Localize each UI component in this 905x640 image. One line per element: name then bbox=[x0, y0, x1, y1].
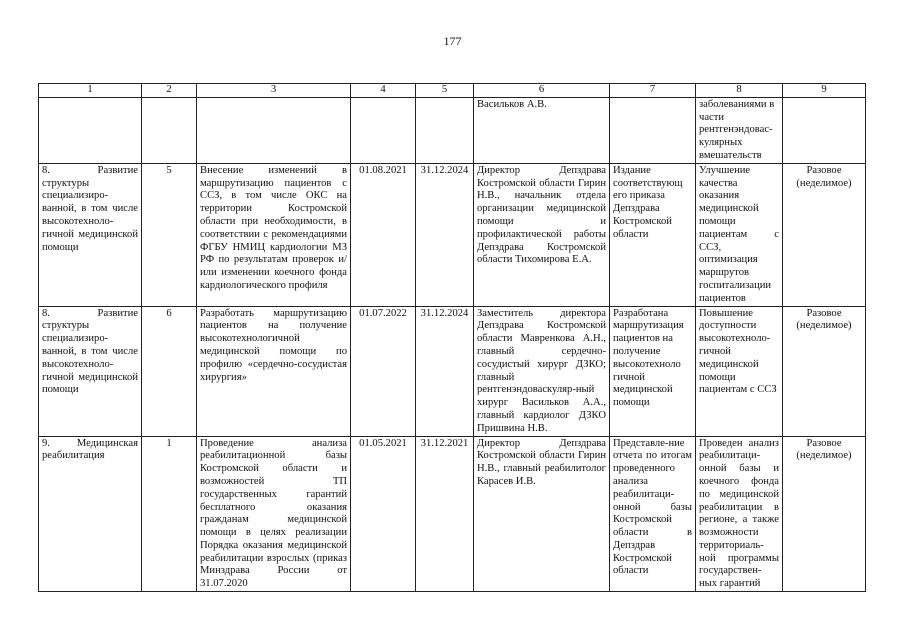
measure-cell: Проведение анализа реабилитационной базы Костромской области и возможностей ТП государственных гарантий бесплатного оказания гражданам медицинской помощи в целях реализации Порядка оказания медицинской реабилитации взрослых (приказ Минздрава России от 31.07.2020 bbox=[197, 436, 351, 592]
start-date-cell: 01.05.2021 bbox=[351, 436, 416, 592]
table-row bbox=[39, 97, 866, 163]
responsible-cell: Васильков А.В. bbox=[474, 97, 610, 163]
responsible-cell: Заместитель директора Депздрава Костромской области Мавренкова А.Н., главный сердечно-сосудистый хирург ДЗКО; главный рентгенэндоваскуляр-ный хирург Васильков А.А., главный кардиолог ДЗКО Пришвина Н.В. bbox=[474, 306, 610, 436]
column-number-row bbox=[39, 84, 866, 98]
start-date-cell: 01.07.2022 bbox=[351, 306, 416, 436]
end-date-cell: 31.12.2021 bbox=[416, 436, 474, 592]
table-row bbox=[39, 163, 866, 306]
end-date-cell: 31.12.2024 bbox=[416, 163, 474, 306]
column-number: 9 bbox=[783, 84, 866, 98]
type-cell bbox=[783, 97, 866, 163]
page-number: 177 bbox=[443, 34, 462, 48]
direction-cell: 9. Медицинская реабилитация bbox=[39, 436, 142, 592]
column-number: 2 bbox=[142, 84, 197, 98]
direction-cell: 8. Развитие структуры специализиро-ванной, в том числе высокотехноло-гичной медицинской помощи bbox=[39, 163, 142, 306]
effect-cell: Улучшение качества оказания медицинской помощи пациентам с ССЗ, оптимизация маршрутов госпитализации пациентов bbox=[696, 163, 783, 306]
responsible-cell: Директор Депздрава Костромской области Гирин Н.В., главный реабилитолог Карасев И.В. bbox=[474, 436, 610, 592]
measure-cell: Внесение изменений в маршрутизацию пациентов с ССЗ, в том числе ОКС на территории Костромской области при необходимости, в соответствии с рекомендациями ФГБУ НМИЦ кардиологии МЗ РФ по результатам проверок и/или изменении коечного фонда кардиологического профиля bbox=[197, 163, 351, 306]
end-date-cell bbox=[416, 97, 474, 163]
table-row bbox=[39, 306, 866, 436]
table-row bbox=[39, 436, 866, 592]
result-cell bbox=[610, 97, 696, 163]
column-number: 3 bbox=[197, 84, 351, 98]
effect-cell: заболеваниями в части рентгенэндовас-кулярных вмешательств bbox=[696, 97, 783, 163]
effect-cell: Проведен анализ реабилитаци-онной базы и коечного фонда по медицинской реабилитации в регионе, а также возможности территориаль-ной программы государствен-ных гарантий bbox=[696, 436, 783, 592]
end-date-cell: 31.12.2024 bbox=[416, 306, 474, 436]
effect-cell: Повышение доступности высокотехноло-гичной медицинской помощи пациентам с ССЗ bbox=[696, 306, 783, 436]
measures-table bbox=[38, 83, 866, 592]
item-number-cell: 1 bbox=[142, 436, 197, 592]
direction-cell: 8. Развитие структуры специализиро-ванной, в том числе высокотехноло-гичной медицинской помощи bbox=[39, 306, 142, 436]
responsible-cell: Директор Депздрава Костромской области Гирин Н.В., начальник отдела организации медицинской помощи и профилактической работы Депздрава Костромской области Тихомирова Е.А. bbox=[474, 163, 610, 306]
column-number: 7 bbox=[610, 84, 696, 98]
type-cell: Разовое (неделимое) bbox=[783, 436, 866, 592]
result-cell: Издание соответствующ его приказа Депздрава Костромской области bbox=[610, 163, 696, 306]
result-cell: Разработана маршрутизация пациентов на получение высокотехноло гичной медицинской помощи bbox=[610, 306, 696, 436]
measure-cell bbox=[197, 97, 351, 163]
column-number: 8 bbox=[696, 84, 783, 98]
item-number-cell bbox=[142, 97, 197, 163]
result-cell: Представле-ние отчета по итогам проведенного анализа реабилитаци-онной базы Костромской области в Депздрав Костромской области bbox=[610, 436, 696, 592]
start-date-cell: 01.08.2021 bbox=[351, 163, 416, 306]
column-number: 4 bbox=[351, 84, 416, 98]
direction-cell bbox=[39, 97, 142, 163]
item-number-cell: 5 bbox=[142, 163, 197, 306]
type-cell: Разовое (неделимое) bbox=[783, 306, 866, 436]
measure-cell: Разработать маршрутизацию пациентов на получение высокотехнологичной медицинской помощи по профилю «сердечно-сосудистая хирургия» bbox=[197, 306, 351, 436]
type-cell: Разовое (неделимое) bbox=[783, 163, 866, 306]
column-number: 1 bbox=[39, 84, 142, 98]
column-number: 6 bbox=[474, 84, 610, 98]
item-number-cell: 6 bbox=[142, 306, 197, 436]
column-number: 5 bbox=[416, 84, 474, 98]
start-date-cell bbox=[351, 97, 416, 163]
